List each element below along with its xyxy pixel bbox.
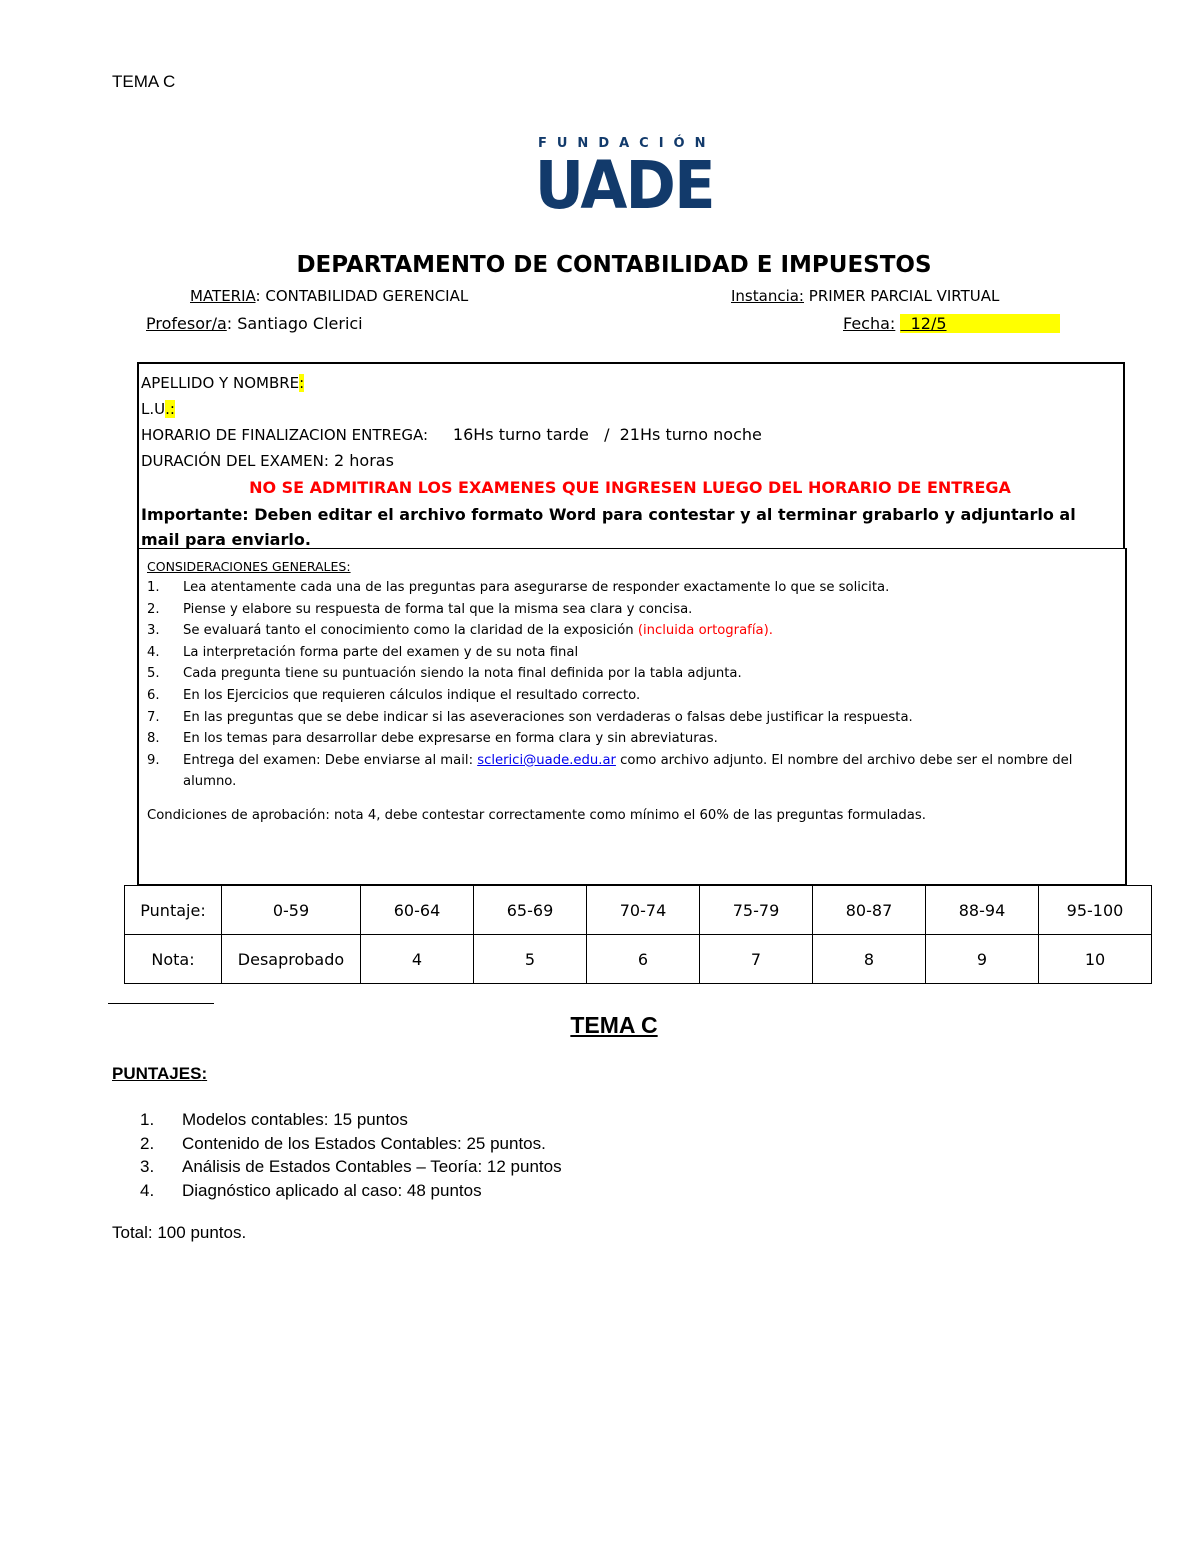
table-cell: 8	[813, 935, 926, 984]
list-item	[147, 707, 1119, 729]
uade-logo	[528, 136, 716, 224]
nota-header-cell: Nota:	[125, 935, 222, 984]
list-item-text: Cada pregunta tiene su puntuación siendo la nota final definida por la tabla adjunta.	[183, 666, 742, 682]
materia-label: MATERIA	[190, 287, 256, 305]
table-cell: 80-87	[813, 886, 926, 935]
puntajes-title: PUNTAJES	[112, 1064, 202, 1083]
list-item-number: 2.	[140, 1133, 155, 1153]
list-item-number: 3.	[140, 1157, 155, 1176]
table-cell: 0-59	[222, 886, 361, 935]
grade-table	[124, 885, 1152, 984]
list-item	[147, 750, 1119, 793]
logo-uade-text: UADE	[534, 147, 714, 224]
instancia-label: Instancia:	[731, 287, 804, 305]
instancia-value: PRIMER PARCIAL VIRTUAL	[804, 287, 1000, 305]
divider	[108, 1003, 214, 1004]
list-item	[147, 577, 1119, 599]
materia-line	[190, 287, 468, 305]
fecha-line	[843, 314, 1060, 333]
horario-label: HORARIO DE FINALIZACION ENTREGA:	[141, 426, 429, 444]
list-item	[147, 620, 1119, 642]
list-item-number: 1.	[140, 1110, 155, 1129]
lu-label: L.U	[141, 400, 166, 418]
lu-line	[141, 396, 1119, 422]
table-cell: 60-64	[361, 886, 474, 935]
list-item-number: 4.	[147, 644, 160, 660]
profesor-label: Profesor/a	[146, 314, 227, 333]
horario-value: 16Hs turno tarde / 21Hs turno noche	[452, 425, 762, 444]
instancia-line	[731, 287, 999, 305]
lu-colon: .:	[165, 400, 175, 418]
list-item-text: Análisis de Estados Contables – Teoría: 12 puntos	[182, 1157, 562, 1176]
duracion-value: 2 horas	[328, 451, 394, 470]
item9-after: como archivo adjunto. El nombre del archivo debe ser el nombre del alumno.	[183, 752, 1073, 790]
list-item	[147, 663, 1119, 685]
puntajes-colon: :	[201, 1064, 208, 1083]
important-notice: Importante: Deben editar el archivo formato Word para contestar y al terminar grabarlo y adjuntarlo al mail para enviarlo.	[141, 505, 1076, 549]
table-cell: 75-79	[700, 886, 813, 935]
student-info-box	[137, 362, 1125, 548]
email-link[interactable]: sclerici@uade.edu.ar	[477, 752, 616, 768]
list-item-number: 9.	[147, 752, 160, 768]
duracion-label: DURACIÓN DEL EXAMEN:	[141, 452, 329, 470]
tema-title: TEMA C	[570, 1012, 658, 1038]
list-item-number: 4.	[140, 1180, 155, 1200]
list-item-text: Contenido de los Estados Contables: 25 puntos.	[182, 1133, 546, 1153]
list-item-number: 5.	[147, 666, 160, 682]
table-cell: 95-100	[1039, 886, 1152, 935]
considerations-box	[137, 548, 1127, 886]
list-item	[140, 1132, 562, 1156]
table-row	[125, 935, 1152, 984]
list-item-text	[183, 620, 1119, 642]
conditions-text: : nota 4, debe contestar correctamente como mínimo el 60% de las preguntas formuladas.	[325, 807, 926, 823]
list-item	[140, 1155, 562, 1179]
table-cell: 9	[926, 935, 1039, 984]
apellido-label: APELLIDO Y NOMBRE	[141, 374, 300, 392]
fecha-value: 12/5	[900, 314, 1060, 333]
apellido-line	[141, 370, 1119, 396]
considerations-title: CONSIDERACIONES GENERALES:	[147, 559, 351, 574]
table-cell: 70-74	[587, 886, 700, 935]
list-item-text: Modelos contables: 15 puntos	[182, 1110, 408, 1129]
header-tema-label: TEMA C	[112, 72, 176, 91]
table-cell: 4	[361, 935, 474, 984]
table-cell: Desaprobado	[222, 935, 361, 984]
horario-line	[141, 422, 1119, 448]
list-item-number: 8.	[147, 731, 160, 747]
list-item	[147, 642, 1119, 664]
list-item-text: En las preguntas que se debe indicar si las aseveraciones son verdaderas o falsas debe justificar la respuesta.	[183, 709, 913, 725]
list-item-number: 1.	[147, 580, 160, 595]
list-item	[140, 1108, 562, 1132]
table-cell: 10	[1039, 935, 1152, 984]
considerations-list	[147, 577, 1119, 793]
list-item-text-main: Se evaluará tanto el conocimiento como la claridad de la exposición	[183, 623, 638, 639]
table-cell: 7	[700, 935, 813, 984]
puntajes-heading	[112, 1064, 207, 1084]
list-item-number: 6.	[147, 687, 160, 703]
duracion-line	[141, 448, 1119, 474]
table-cell: 5	[474, 935, 587, 984]
conditions-label: Condiciones de aprobación	[147, 807, 326, 823]
list-item-number: 2.	[147, 601, 160, 617]
list-item-number: 7.	[147, 709, 160, 725]
list-item-text: La interpretación forma parte del examen y de su nota final	[183, 644, 579, 660]
approval-conditions	[147, 806, 1119, 826]
fecha-label: Fecha:	[843, 314, 896, 333]
profesor-line	[146, 314, 363, 333]
list-item	[140, 1179, 562, 1203]
apellido-colon: :	[299, 374, 305, 392]
list-item-text	[183, 750, 1119, 793]
list-item	[147, 599, 1119, 621]
table-cell: 88-94	[926, 886, 1039, 935]
score-list	[140, 1108, 562, 1202]
table-cell: 6	[587, 935, 700, 984]
item9-before: Entrega del examen: Debe enviarse al mail:	[183, 752, 478, 768]
profesor-value: : Santiago Clerici	[226, 314, 363, 333]
ortografia-note: (incluida ortografía).	[637, 623, 773, 639]
list-item	[147, 728, 1119, 750]
list-item-number: 3.	[147, 623, 160, 639]
list-item-text: Lea atentamente cada una de las preguntas para asegurarse de responder exactamente lo que se solicita.	[183, 580, 890, 595]
late-submission-warning: NO SE ADMITIRAN LOS EXAMENES QUE INGRESEN LUEGO DEL HORARIO DE ENTREGA	[249, 478, 1011, 497]
table-cell: 65-69	[474, 886, 587, 935]
list-item-text: Diagnóstico aplicado al caso: 48 puntos	[182, 1180, 482, 1200]
list-item-text: En los Ejercicios que requieren cálculos indique el resultado correcto.	[183, 687, 641, 703]
department-title: DEPARTAMENTO DE CONTABILIDAD E IMPUESTOS	[296, 252, 932, 278]
list-item	[147, 685, 1119, 707]
table-row	[125, 886, 1152, 935]
materia-value: : CONTABILIDAD GERENCIAL	[255, 287, 469, 305]
list-item-text: Piense y elabore su respuesta de forma tal que la misma sea clara y concisa.	[183, 601, 693, 617]
list-item-text: En los temas para desarrollar debe expresarse en forma clara y sin abreviaturas.	[183, 731, 718, 747]
total-points: Total: 100 puntos.	[112, 1223, 247, 1242]
logo-fundacion-text: FUNDACIÓN	[538, 136, 716, 151]
puntaje-header-cell: Puntaje:	[125, 886, 222, 935]
